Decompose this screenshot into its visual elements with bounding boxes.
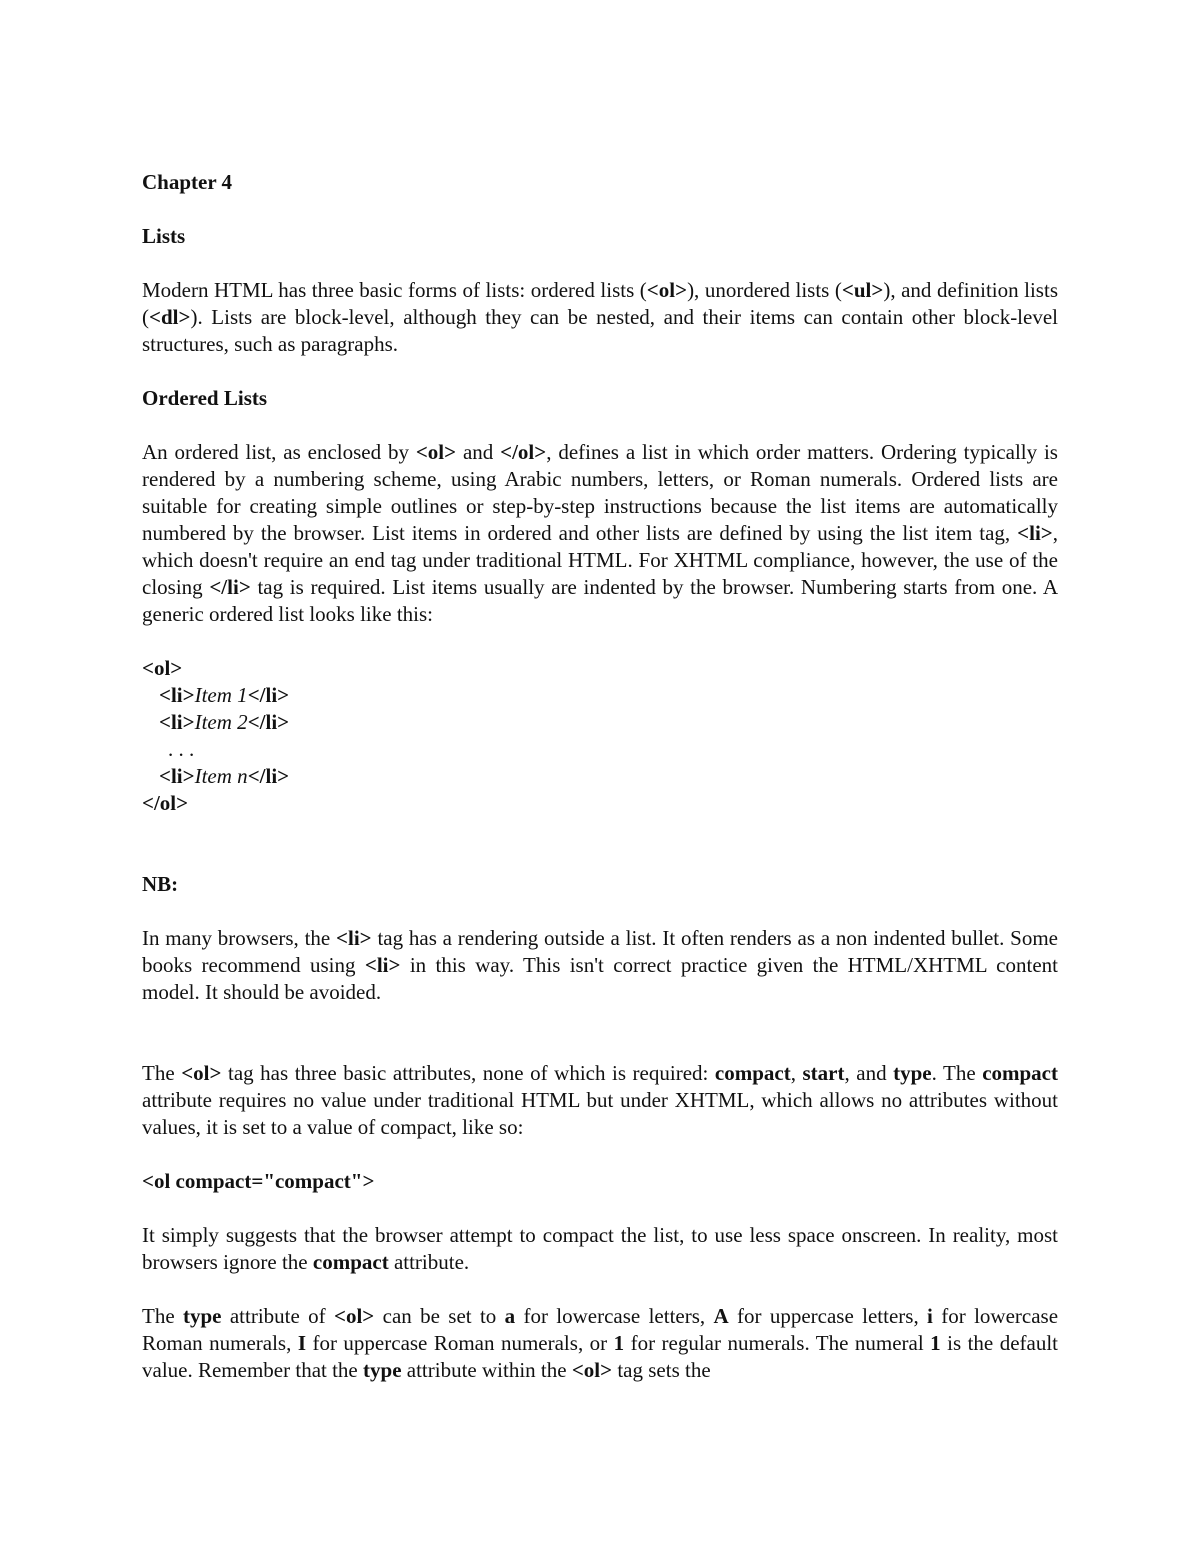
value-a: a xyxy=(504,1304,516,1328)
text: is the default value. Remember that the xyxy=(142,1331,1059,1382)
text: , xyxy=(790,1061,803,1085)
text: in this way. This isn't correct practice given the HTML/XHTML content model. It should be avoided. xyxy=(142,953,1058,1004)
text: It simply suggests that the browser attempt to compact the list, to use less space onscreen. In reality, most browsers ignore the xyxy=(142,1223,1058,1274)
text: tag has three basic attributes, none of which is required: xyxy=(221,1061,715,1085)
nb-label: NB: xyxy=(142,872,179,896)
code-example xyxy=(142,655,1058,817)
text: attribute requires no value under traditional HTML but under XHTML, which allows no attributes without values, it is set to a value of compact, like so: xyxy=(142,1088,1058,1139)
tag-ol: <ol> xyxy=(646,278,688,302)
value-I: I xyxy=(297,1331,307,1355)
attr-start: start xyxy=(802,1061,845,1085)
compact-note-paragraph xyxy=(142,1222,1058,1276)
tag-li: <li> xyxy=(1017,521,1053,545)
value-1: 1 xyxy=(930,1331,941,1355)
code-line xyxy=(142,790,1058,817)
text: The xyxy=(142,1061,182,1085)
text: attribute. xyxy=(388,1250,470,1274)
tag-li: <li> xyxy=(159,683,195,707)
value-i: i xyxy=(927,1304,933,1328)
ordered-paragraph xyxy=(142,439,1058,628)
tag-li: <li> xyxy=(364,953,401,977)
attr-compact: compact xyxy=(714,1061,791,1085)
text: , defines a list in which order matters. Ordering typically is rendered by a numbering scheme, using Arabic numbers, letters, or Roman numerals. Ordered lists are suitable for creating simple outlines or step-by-step instructions because the list items are automatically numbered by the browser. List items in ordered and other lists are defined by using the list item tag, xyxy=(142,440,1058,545)
tag-li: <li> xyxy=(159,710,195,734)
attr-type: type xyxy=(363,1358,402,1382)
section-heading: Ordered Lists xyxy=(142,386,268,410)
tag-li-close: </li> xyxy=(247,764,290,788)
tag-li: <li> xyxy=(336,926,372,950)
text: and xyxy=(456,440,501,464)
tag-ul: <ul> xyxy=(841,278,884,302)
tag-ol-close: </ol> xyxy=(500,440,547,464)
text: In many browsers, the xyxy=(142,926,337,950)
code-line xyxy=(142,682,1058,709)
tag-ol: <ol> xyxy=(181,1061,222,1085)
tag-ol-close: </ol> xyxy=(142,791,189,815)
compact-example xyxy=(142,1168,1058,1195)
code-line: . . . xyxy=(168,737,195,761)
text: for uppercase Roman numerals, or xyxy=(306,1331,614,1355)
tag-li-close: </li> xyxy=(247,710,290,734)
tag-ol: <ol> xyxy=(334,1304,375,1328)
text: The xyxy=(142,1304,183,1328)
code-line xyxy=(142,763,1058,790)
text: for lowercase Roman numerals, xyxy=(142,1304,1059,1355)
item-text: Item 1 xyxy=(194,683,248,707)
attr-type: type xyxy=(893,1061,932,1085)
text: attribute of xyxy=(221,1304,334,1328)
tag-ol: <ol> xyxy=(571,1358,613,1382)
value-A: A xyxy=(713,1304,729,1328)
chapter-heading: Chapter 4 xyxy=(142,170,233,194)
text: Modern HTML has three basic forms of lists: ordered lists ( xyxy=(142,278,647,302)
text: attribute within the xyxy=(401,1358,572,1382)
text: , and xyxy=(844,1061,894,1085)
attr-compact: compact xyxy=(312,1250,389,1274)
attributes-paragraph xyxy=(142,1060,1058,1141)
text: ). Lists are block-level, although they can be nested, and their items can contain other block-level structures, such as paragraphs. xyxy=(142,305,1058,356)
code-line xyxy=(142,655,1058,682)
attr-type: type xyxy=(183,1304,222,1328)
text: An ordered list, as enclosed by xyxy=(142,440,416,464)
attr-compact: compact xyxy=(982,1061,1058,1085)
tag-dl: <dl> xyxy=(149,305,191,329)
text: ), and definition lists ( xyxy=(142,278,1058,329)
chapter-title: Lists xyxy=(142,224,186,248)
text: tag is required. List items usually are indented by the browser. Numbering starts from one. A generic ordered list looks like this: xyxy=(142,575,1058,626)
text: . The xyxy=(931,1061,983,1085)
text: for lowercase letters, xyxy=(515,1304,714,1328)
item-text: Item 2 xyxy=(194,710,248,734)
tag-ol: <ol> xyxy=(142,656,183,680)
tag-li-close: </li> xyxy=(247,683,290,707)
tag-li: <li> xyxy=(159,764,195,788)
text: , which doesn't require an end tag under traditional HTML. For XHTML compliance, however, the use of the closing xyxy=(142,521,1058,599)
intro-paragraph xyxy=(142,277,1058,358)
text: for regular numerals. The numeral xyxy=(624,1331,931,1355)
document-page xyxy=(142,169,1058,1384)
tag-li-close: </li> xyxy=(209,575,251,599)
nb-paragraph xyxy=(142,925,1058,1006)
text: for uppercase letters, xyxy=(728,1304,928,1328)
text: ), unordered lists ( xyxy=(687,278,842,302)
code-compact: <ol compact="compact"> xyxy=(142,1169,375,1193)
value-1: 1 xyxy=(613,1331,625,1355)
tag-ol: <ol> xyxy=(415,440,457,464)
text: tag has a rendering outside a list. It often renders as a non indented bullet. Some books recommend using xyxy=(142,926,1058,977)
item-text: Item n xyxy=(194,764,248,788)
text: tag sets the xyxy=(612,1358,711,1382)
text: can be set to xyxy=(374,1304,505,1328)
code-line xyxy=(142,709,1058,736)
type-paragraph xyxy=(142,1303,1058,1384)
